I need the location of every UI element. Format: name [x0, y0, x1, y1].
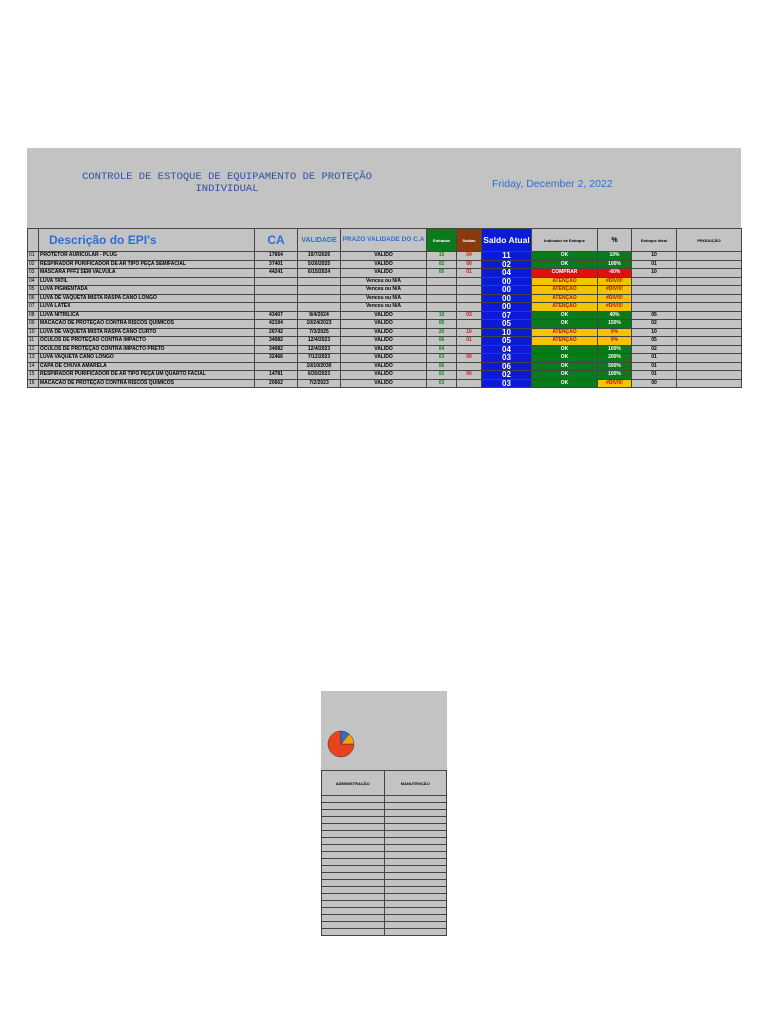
- row-number[interactable]: 09: [28, 320, 39, 329]
- manutencao-cell[interactable]: [384, 803, 447, 810]
- item-estoque-ideal[interactable]: [632, 303, 677, 312]
- item-pct[interactable]: 100%: [598, 371, 632, 380]
- item-estoque-ideal[interactable]: 10: [632, 252, 677, 261]
- item-ca[interactable]: 44241: [255, 269, 298, 278]
- item-ca[interactable]: 43407: [255, 311, 298, 320]
- administracao-cell[interactable]: [322, 929, 385, 936]
- item-indicador[interactable]: ATENÇÃO: [532, 277, 598, 286]
- administracao-cell[interactable]: [322, 824, 385, 831]
- manutencao-cell[interactable]: [384, 922, 447, 929]
- item-pct[interactable]: 0%: [598, 328, 632, 337]
- item-indicador[interactable]: OK: [532, 379, 598, 388]
- pie-chart: [327, 730, 355, 758]
- manutencao-cell[interactable]: [384, 901, 447, 908]
- item-saldo[interactable]: 03: [482, 354, 532, 363]
- item-description[interactable]: MASCARA PFF2 SEM VALVULA: [39, 269, 255, 278]
- header-validade[interactable]: VALIDADE: [298, 229, 341, 252]
- item-pct[interactable]: #DIV/0!: [598, 277, 632, 286]
- item-saldo[interactable]: 04: [482, 345, 532, 354]
- item-ca[interactable]: [255, 294, 298, 303]
- item-ca[interactable]: 14781: [255, 371, 298, 380]
- item-indicador[interactable]: OK: [532, 311, 598, 320]
- item-description[interactable]: LUVA DE VAQUETA MISTA RASPA CANO LONGO: [39, 294, 255, 303]
- department-row: [322, 824, 447, 831]
- item-prazo[interactable]: VALIDO: [341, 328, 427, 337]
- item-saidas[interactable]: [457, 379, 482, 388]
- item-producao[interactable]: [677, 260, 742, 269]
- item-validade[interactable]: 6/15/2024: [298, 269, 341, 278]
- row-number[interactable]: 04: [28, 277, 39, 286]
- item-entradas[interactable]: 20: [427, 328, 457, 337]
- row-number[interactable]: 14: [28, 362, 39, 371]
- department-row: [322, 831, 447, 838]
- sheet-title: CONTROLE DE ESTOQUE DE EQUIPAMENTO DE PROTEÇÃO INDIVIDUAL: [82, 171, 372, 195]
- item-pct[interactable]: 200%: [598, 354, 632, 363]
- item-validade[interactable]: [298, 286, 341, 295]
- item-prazo[interactable]: VALIDO: [341, 252, 427, 261]
- table-row: [28, 277, 742, 286]
- item-estoque-ideal[interactable]: 10: [632, 269, 677, 278]
- department-row: [322, 901, 447, 908]
- item-ca[interactable]: 37401: [255, 260, 298, 269]
- item-prazo[interactable]: VALIDO: [341, 260, 427, 269]
- department-row: [322, 796, 447, 803]
- row-number[interactable]: 03: [28, 269, 39, 278]
- item-validade[interactable]: 7/12/2023: [298, 354, 341, 363]
- item-validade[interactable]: 10/10/2030: [298, 362, 341, 371]
- item-producao[interactable]: [677, 311, 742, 320]
- manutencao-cell[interactable]: [384, 817, 447, 824]
- department-row: [322, 852, 447, 859]
- item-ca[interactable]: [255, 286, 298, 295]
- row-number[interactable]: 08: [28, 311, 39, 320]
- item-saldo[interactable]: 11: [482, 252, 532, 261]
- row-number[interactable]: 11: [28, 337, 39, 346]
- item-ca[interactable]: 32466: [255, 354, 298, 363]
- item-ca[interactable]: 42194: [255, 320, 298, 329]
- item-validade[interactable]: [298, 303, 341, 312]
- manutencao-cell[interactable]: [384, 908, 447, 915]
- item-estoque-ideal[interactable]: [632, 294, 677, 303]
- row-number[interactable]: 12: [28, 345, 39, 354]
- header-prazo[interactable]: PRAZO VALIDADE DO C.A: [341, 229, 427, 252]
- item-prazo[interactable]: Venceu ou N/A: [341, 286, 427, 295]
- item-prazo[interactable]: VALIDO: [341, 371, 427, 380]
- item-ca[interactable]: 20662: [255, 379, 298, 388]
- item-saidas[interactable]: 01: [457, 337, 482, 346]
- administracao-cell[interactable]: [322, 817, 385, 824]
- item-pct[interactable]: #DIV/0!: [598, 286, 632, 295]
- item-description[interactable]: LUVA PIGMENTADA: [39, 286, 255, 295]
- item-estoque-ideal[interactable]: [632, 286, 677, 295]
- item-producao[interactable]: [677, 286, 742, 295]
- department-table: [321, 770, 447, 936]
- row-number[interactable]: 07: [28, 303, 39, 312]
- department-row: [322, 845, 447, 852]
- item-indicador[interactable]: OK: [532, 362, 598, 371]
- header-entradas[interactable]: Entradas: [427, 229, 457, 252]
- item-estoque-ideal[interactable]: 05: [632, 337, 677, 346]
- item-pct[interactable]: #DIV/0!: [598, 294, 632, 303]
- item-entradas[interactable]: 02: [427, 260, 457, 269]
- manutencao-cell[interactable]: [384, 845, 447, 852]
- row-number[interactable]: 06: [28, 294, 39, 303]
- item-saidas[interactable]: [457, 294, 482, 303]
- item-producao[interactable]: [677, 252, 742, 261]
- item-ca[interactable]: 17664: [255, 252, 298, 261]
- item-saldo[interactable]: 05: [482, 337, 532, 346]
- row-number[interactable]: 05: [28, 286, 39, 295]
- item-entradas[interactable]: 03: [427, 379, 457, 388]
- row-number[interactable]: 16: [28, 379, 39, 388]
- item-prazo[interactable]: VALIDO: [341, 311, 427, 320]
- item-saidas[interactable]: 01: [457, 269, 482, 278]
- item-ca[interactable]: [255, 362, 298, 371]
- table-row: [28, 303, 742, 312]
- item-entradas[interactable]: [427, 294, 457, 303]
- item-ca[interactable]: [255, 303, 298, 312]
- item-saidas[interactable]: 03: [457, 311, 482, 320]
- item-description[interactable]: LUVA VAQUETA CANO LONGO: [39, 354, 255, 363]
- item-indicador[interactable]: ATENÇÃO: [532, 294, 598, 303]
- administracao-cell[interactable]: [322, 887, 385, 894]
- item-validade[interactable]: 6/30/2023: [298, 371, 341, 380]
- manutencao-cell[interactable]: [384, 887, 447, 894]
- item-pct[interactable]: #DIV/0!: [598, 303, 632, 312]
- inventory-sheet: [27, 148, 741, 388]
- manutencao-cell[interactable]: [384, 831, 447, 838]
- item-indicador[interactable]: OK: [532, 260, 598, 269]
- item-validade[interactable]: 12/4/2023: [298, 337, 341, 346]
- table-row: [28, 337, 742, 346]
- item-pct[interactable]: 100%: [598, 345, 632, 354]
- item-producao[interactable]: [677, 354, 742, 363]
- item-producao[interactable]: [677, 371, 742, 380]
- department-row: [322, 894, 447, 901]
- item-ca[interactable]: 34082: [255, 345, 298, 354]
- item-saldo[interactable]: 00: [482, 294, 532, 303]
- item-description[interactable]: RESPIRADOR PURIFICADOR DE AR TIPO PEÇA SEMIFACIAL: [39, 260, 255, 269]
- item-indicador[interactable]: ATENÇÃO: [532, 303, 598, 312]
- item-prazo[interactable]: VALIDO: [341, 337, 427, 346]
- administracao-cell[interactable]: [322, 810, 385, 817]
- administracao-cell[interactable]: [322, 831, 385, 838]
- item-indicador[interactable]: COMPRAR: [532, 269, 598, 278]
- item-producao[interactable]: [677, 277, 742, 286]
- administracao-cell[interactable]: [322, 922, 385, 929]
- table-row: [28, 260, 742, 269]
- item-saidas[interactable]: 04: [457, 252, 482, 261]
- item-validade[interactable]: 10/7/2026: [298, 252, 341, 261]
- item-saldo[interactable]: 06: [482, 362, 532, 371]
- row-number[interactable]: 13: [28, 354, 39, 363]
- item-entradas[interactable]: 15: [427, 252, 457, 261]
- table-row: [28, 362, 742, 371]
- item-indicador[interactable]: ATENÇÃO: [532, 328, 598, 337]
- pie-chart-area: [321, 691, 447, 770]
- item-ca[interactable]: [255, 277, 298, 286]
- item-prazo[interactable]: VALIDO: [341, 362, 427, 371]
- item-pct[interactable]: 500%: [598, 362, 632, 371]
- header-band: [27, 148, 741, 228]
- row-number[interactable]: 01: [28, 252, 39, 261]
- table-row: [28, 345, 742, 354]
- item-description[interactable]: LUVA NITRILICA: [39, 311, 255, 320]
- item-description[interactable]: LUVA DE VAQUETA MISTA RASPA CANO CURTO: [39, 328, 255, 337]
- item-prazo[interactable]: VALIDO: [341, 354, 427, 363]
- item-ca[interactable]: 34082: [255, 337, 298, 346]
- administracao-cell[interactable]: [322, 901, 385, 908]
- item-pct[interactable]: 0%: [598, 337, 632, 346]
- item-description[interactable]: CAPA DE CHUVA AMARELA: [39, 362, 255, 371]
- item-entradas[interactable]: 10: [427, 311, 457, 320]
- manutencao-cell[interactable]: [384, 859, 447, 866]
- item-description[interactable]: MACACÃO DE PROTEÇÃO CONTRA RISCOS QUIMICOS: [39, 379, 255, 388]
- item-saldo[interactable]: 00: [482, 303, 532, 312]
- table-row: [28, 269, 742, 278]
- item-saldo[interactable]: 00: [482, 286, 532, 295]
- administracao-cell[interactable]: [322, 852, 385, 859]
- item-saldo[interactable]: 04: [482, 269, 532, 278]
- manutencao-cell[interactable]: [384, 810, 447, 817]
- header-saldo[interactable]: Saldo Atual: [482, 229, 532, 252]
- department-panel: [321, 691, 447, 936]
- item-saldo[interactable]: 05: [482, 320, 532, 329]
- item-indicador[interactable]: ATENÇÃO: [532, 286, 598, 295]
- department-row: [322, 859, 447, 866]
- item-indicador[interactable]: OK: [532, 354, 598, 363]
- item-saldo[interactable]: 02: [482, 260, 532, 269]
- administracao-cell[interactable]: [322, 915, 385, 922]
- manutencao-cell[interactable]: [384, 929, 447, 936]
- manutencao-cell[interactable]: [384, 838, 447, 845]
- item-estoque-ideal[interactable]: [632, 277, 677, 286]
- item-description[interactable]: PROTETOR AURICULAR - PLUG: [39, 252, 255, 261]
- item-pct[interactable]: 100%: [598, 260, 632, 269]
- item-description[interactable]: OCULOS DE PROTEÇÃO CONTRA IMPACTO PRETO: [39, 345, 255, 354]
- administracao-cell[interactable]: [322, 880, 385, 887]
- administracao-cell[interactable]: [322, 803, 385, 810]
- item-producao[interactable]: [677, 379, 742, 388]
- item-entradas[interactable]: 05: [427, 320, 457, 329]
- item-saidas[interactable]: 00: [457, 260, 482, 269]
- item-saldo[interactable]: 03: [482, 379, 532, 388]
- department-row: [322, 873, 447, 880]
- header-indicador[interactable]: Indicador de Estoque: [532, 229, 598, 252]
- administracao-cell[interactable]: [322, 845, 385, 852]
- item-prazo[interactable]: VALIDO: [341, 320, 427, 329]
- department-row: [322, 915, 447, 922]
- table-row: [28, 320, 742, 329]
- item-validade[interactable]: [298, 277, 341, 286]
- item-ca[interactable]: 26742: [255, 328, 298, 337]
- item-pct[interactable]: -60%: [598, 269, 632, 278]
- item-entradas[interactable]: 02: [427, 371, 457, 380]
- department-row: [322, 866, 447, 873]
- department-row: [322, 922, 447, 929]
- item-description[interactable]: LUVA LATEX: [39, 303, 255, 312]
- table-row: [28, 311, 742, 320]
- header-pct[interactable]: %: [598, 229, 632, 252]
- item-validade[interactable]: 7/3/2025: [298, 328, 341, 337]
- item-producao[interactable]: [677, 337, 742, 346]
- table-row: [28, 379, 742, 388]
- header-num: [28, 229, 39, 252]
- epi-table: [27, 228, 742, 388]
- item-pct[interactable]: 10%: [598, 252, 632, 261]
- department-header-row: [322, 771, 447, 796]
- item-estoque-ideal[interactable]: 05: [632, 311, 677, 320]
- item-estoque-ideal[interactable]: 01: [632, 354, 677, 363]
- administracao-cell[interactable]: [322, 894, 385, 901]
- item-entradas[interactable]: [427, 277, 457, 286]
- item-entradas[interactable]: [427, 286, 457, 295]
- item-estoque-ideal[interactable]: 00: [632, 379, 677, 388]
- item-validade[interactable]: 10/24/2023: [298, 320, 341, 329]
- item-indicador[interactable]: OK: [532, 345, 598, 354]
- table-row: [28, 252, 742, 261]
- item-saidas[interactable]: [457, 303, 482, 312]
- current-date: Friday, December 2, 2022: [492, 178, 613, 190]
- manutencao-cell[interactable]: [384, 796, 447, 803]
- item-pct[interactable]: 40%: [598, 311, 632, 320]
- row-number[interactable]: 15: [28, 371, 39, 380]
- item-entradas[interactable]: 04: [427, 345, 457, 354]
- item-prazo[interactable]: Venceu ou N/A: [341, 294, 427, 303]
- item-prazo[interactable]: Venceu ou N/A: [341, 303, 427, 312]
- administracao-cell[interactable]: [322, 838, 385, 845]
- item-description[interactable]: LUVA TATIL: [39, 277, 255, 286]
- item-producao[interactable]: [677, 362, 742, 371]
- item-prazo[interactable]: VALIDO: [341, 345, 427, 354]
- item-saldo[interactable]: 07: [482, 311, 532, 320]
- administracao-cell[interactable]: [322, 796, 385, 803]
- header-ca[interactable]: CA: [255, 229, 298, 252]
- item-saldo[interactable]: 00: [482, 277, 532, 286]
- administracao-cell[interactable]: [322, 866, 385, 873]
- item-saidas[interactable]: 00: [457, 354, 482, 363]
- table-header-row: [28, 229, 742, 252]
- manutencao-cell[interactable]: [384, 880, 447, 887]
- header-manutencao[interactable]: MANUTENÇÃO: [384, 771, 447, 796]
- item-saidas[interactable]: 10: [457, 328, 482, 337]
- item-producao[interactable]: [677, 269, 742, 278]
- item-validade[interactable]: 12/4/2023: [298, 345, 341, 354]
- header-saidas[interactable]: Saidas: [457, 229, 482, 252]
- item-estoque-ideal[interactable]: 02: [632, 345, 677, 354]
- department-row: [322, 929, 447, 936]
- administracao-cell[interactable]: [322, 859, 385, 866]
- department-row: [322, 908, 447, 915]
- item-pct[interactable]: 150%: [598, 320, 632, 329]
- administracao-cell[interactable]: [322, 873, 385, 880]
- item-prazo[interactable]: Venceu ou N/A: [341, 277, 427, 286]
- item-description[interactable]: RESPIRADOR PURIFICADOR DE AR TIPO PEÇA UM QUARTO FACIAL: [39, 371, 255, 380]
- item-estoque-ideal[interactable]: 01: [632, 362, 677, 371]
- item-prazo[interactable]: VALIDO: [341, 269, 427, 278]
- department-row: [322, 817, 447, 824]
- item-prazo[interactable]: VALIDO: [341, 379, 427, 388]
- item-indicador[interactable]: OK: [532, 252, 598, 261]
- table-row: [28, 354, 742, 363]
- item-saldo[interactable]: 10: [482, 328, 532, 337]
- item-entradas[interactable]: 05: [427, 269, 457, 278]
- header-administracao[interactable]: ADMINISTRAÇÃO: [322, 771, 385, 796]
- item-validade[interactable]: [298, 294, 341, 303]
- row-number[interactable]: 10: [28, 328, 39, 337]
- item-estoque-ideal[interactable]: 10: [632, 328, 677, 337]
- table-row: [28, 371, 742, 380]
- item-entradas[interactable]: 06: [427, 362, 457, 371]
- item-saidas[interactable]: [457, 277, 482, 286]
- department-row: [322, 803, 447, 810]
- item-saidas[interactable]: [457, 345, 482, 354]
- item-indicador[interactable]: OK: [532, 371, 598, 380]
- manutencao-cell[interactable]: [384, 866, 447, 873]
- item-producao[interactable]: [677, 345, 742, 354]
- item-producao[interactable]: [677, 320, 742, 329]
- item-saidas[interactable]: 00: [457, 371, 482, 380]
- item-saidas[interactable]: [457, 320, 482, 329]
- item-description[interactable]: MACACÃO DE PROTEÇÃO CONTRA RISCOS QUIMICOS: [39, 320, 255, 329]
- item-saldo[interactable]: 02: [482, 371, 532, 380]
- item-validade[interactable]: 5/26/2025: [298, 260, 341, 269]
- manutencao-cell[interactable]: [384, 873, 447, 880]
- department-row: [322, 887, 447, 894]
- item-saidas[interactable]: [457, 286, 482, 295]
- row-number[interactable]: 02: [28, 260, 39, 269]
- item-description[interactable]: OCULOS DE PROTEÇÃO CONTRA IMPACTO: [39, 337, 255, 346]
- header-estoque-ideal[interactable]: Estoque Ideal: [632, 229, 677, 252]
- item-producao[interactable]: [677, 294, 742, 303]
- item-indicador[interactable]: ATENÇÃO: [532, 337, 598, 346]
- table-row: [28, 294, 742, 303]
- item-pct[interactable]: #DIV/0!: [598, 379, 632, 388]
- item-producao[interactable]: [677, 328, 742, 337]
- item-entradas[interactable]: [427, 303, 457, 312]
- department-row: [322, 838, 447, 845]
- item-estoque-ideal[interactable]: 01: [632, 371, 677, 380]
- manutencao-cell[interactable]: [384, 824, 447, 831]
- item-validade[interactable]: 9/4/2024: [298, 311, 341, 320]
- item-entradas[interactable]: 06: [427, 337, 457, 346]
- table-row: [28, 286, 742, 295]
- manutencao-cell[interactable]: [384, 894, 447, 901]
- header-descricao[interactable]: Descrição do EPI's: [39, 229, 255, 252]
- item-estoque-ideal[interactable]: 02: [632, 320, 677, 329]
- table-row: [28, 328, 742, 337]
- manutencao-cell[interactable]: [384, 852, 447, 859]
- item-entradas[interactable]: 03: [427, 354, 457, 363]
- header-producao[interactable]: PRODUÇÃO: [677, 229, 742, 252]
- manutencao-cell[interactable]: [384, 915, 447, 922]
- item-producao[interactable]: [677, 303, 742, 312]
- item-indicador[interactable]: OK: [532, 320, 598, 329]
- item-estoque-ideal[interactable]: 01: [632, 260, 677, 269]
- administracao-cell[interactable]: [322, 908, 385, 915]
- department-row: [322, 880, 447, 887]
- item-validade[interactable]: 7/2/2023: [298, 379, 341, 388]
- item-saidas[interactable]: [457, 362, 482, 371]
- department-row: [322, 810, 447, 817]
